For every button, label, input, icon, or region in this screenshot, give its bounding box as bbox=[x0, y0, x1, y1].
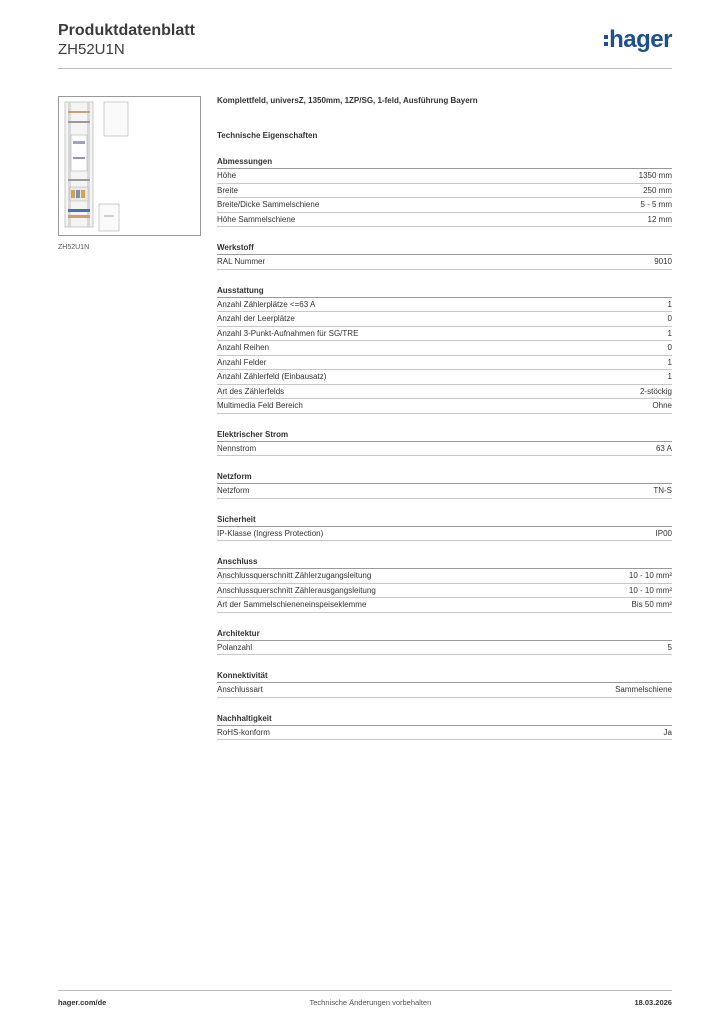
spec-section bbox=[217, 557, 672, 613]
spec-value: Sammelschiene bbox=[615, 685, 672, 694]
spec-value: 12 mm bbox=[647, 214, 672, 224]
section-title: Sicherheit bbox=[217, 515, 672, 527]
spec-row bbox=[217, 726, 672, 741]
spec-label: Anzahl Felder bbox=[217, 357, 267, 367]
spec-value: 1 bbox=[667, 299, 672, 309]
spec-value: Ja bbox=[663, 727, 672, 737]
spec-row bbox=[217, 356, 672, 371]
spec-label: RAL Nummer bbox=[217, 257, 266, 266]
spec-section bbox=[217, 286, 672, 414]
spec-value: 63 A bbox=[655, 443, 672, 453]
spec-value: 5 bbox=[667, 642, 672, 652]
spec-value: IP00 bbox=[655, 528, 672, 538]
spec-section bbox=[217, 430, 672, 457]
spec-label: Polanzahl bbox=[217, 642, 253, 652]
spec-section bbox=[217, 515, 672, 542]
spec-row bbox=[217, 169, 672, 184]
spec-row bbox=[217, 598, 672, 613]
spec-label: Anzahl Zählerfeld (Einbausatz) bbox=[217, 372, 327, 381]
spec-label: Anzahl 3-Punkt-Aufnahmen für SG/TRE bbox=[217, 328, 359, 338]
spec-row bbox=[217, 484, 672, 499]
spec-label: Art des Zählerfelds bbox=[217, 386, 285, 396]
spec-section bbox=[217, 472, 672, 499]
spec-value: 1350 mm bbox=[638, 171, 672, 180]
section-title: Ausstattung bbox=[217, 286, 672, 298]
image-caption: ZH52U1N bbox=[58, 244, 90, 251]
spec-label: Nennstrom bbox=[217, 443, 257, 453]
footer-date: 18.03.2026 bbox=[634, 998, 672, 1007]
header-divider bbox=[58, 68, 672, 69]
spec-value: 9010 bbox=[654, 257, 672, 266]
spec-row bbox=[217, 213, 672, 228]
section-title: Konnektivität bbox=[217, 671, 672, 683]
spec-row bbox=[217, 584, 672, 599]
spec-label: Netzform bbox=[217, 486, 250, 495]
spec-content bbox=[217, 96, 672, 740]
spec-row bbox=[217, 442, 672, 457]
spec-row bbox=[217, 569, 672, 584]
spec-value: 10 - 10 mm² bbox=[628, 571, 672, 580]
section-title: Anschluss bbox=[217, 557, 672, 569]
spec-label: Höhe Sammelschiene bbox=[217, 214, 296, 224]
logo-wordmark: hager bbox=[609, 26, 672, 53]
footer-website: hager.com/de bbox=[58, 998, 107, 1007]
spec-label: RoHS-konform bbox=[217, 727, 270, 737]
spec-row bbox=[217, 683, 672, 698]
page-header bbox=[58, 22, 672, 70]
spec-section bbox=[217, 243, 672, 270]
spec-label: Anzahl Reihen bbox=[217, 343, 270, 352]
document-title: Produktdatenblatt bbox=[58, 22, 195, 39]
logo-dots-icon bbox=[604, 35, 608, 46]
spec-section bbox=[217, 714, 672, 741]
spec-row bbox=[217, 255, 672, 270]
spec-label: Anschlussart bbox=[217, 685, 263, 694]
spec-row bbox=[217, 327, 672, 342]
spec-row bbox=[217, 198, 672, 213]
footer-divider bbox=[58, 990, 672, 991]
spec-label: IP-Klasse (Ingress Protection) bbox=[217, 528, 324, 538]
spec-value: 2-stöckig bbox=[639, 386, 672, 396]
spec-label: Höhe bbox=[217, 171, 237, 180]
section-title: Nachhaltigkeit bbox=[217, 714, 672, 726]
spec-value: 1 bbox=[667, 372, 672, 381]
spec-label: Anzahl Zählerplätze <=63 A bbox=[217, 299, 316, 309]
product-code: ZH52U1N bbox=[58, 41, 125, 58]
spec-value: 0 bbox=[667, 343, 672, 352]
spec-label: Art der Sammelschieneneinspeiseklemme bbox=[217, 600, 367, 609]
meter-panel-illustration bbox=[59, 97, 200, 235]
spec-value: TN-S bbox=[653, 486, 672, 495]
page-footer bbox=[58, 998, 672, 1007]
hager-logo bbox=[604, 28, 672, 52]
section-title: Abmessungen bbox=[217, 157, 672, 169]
spec-row bbox=[217, 341, 672, 356]
spec-row bbox=[217, 370, 672, 385]
footer-note: Technische Änderungen vorbehalten bbox=[309, 998, 432, 1007]
spec-value: 1 bbox=[667, 357, 672, 367]
technical-properties-heading: Technische Eigenschaften bbox=[217, 131, 318, 140]
spec-value: 10 - 10 mm² bbox=[628, 585, 672, 595]
spec-value: 250 mm bbox=[643, 185, 672, 195]
spec-label: Anzahl der Leerplätze bbox=[217, 314, 295, 323]
spec-value: 0 bbox=[667, 314, 672, 323]
spec-section bbox=[217, 157, 672, 227]
spec-row bbox=[217, 298, 672, 313]
product-description: Komplettfeld, universZ, 1350mm, 1ZP/SG, 1-feld, Ausführung Bayern bbox=[217, 96, 478, 105]
spec-label: Anschlussquerschnitt Zählerzugangsleitung bbox=[217, 571, 372, 580]
spec-label: Breite bbox=[217, 185, 238, 195]
section-title: Elektrischer Strom bbox=[217, 430, 672, 442]
spec-row bbox=[217, 641, 672, 656]
spec-row bbox=[217, 385, 672, 400]
spec-value: Ohne bbox=[652, 401, 672, 410]
product-image bbox=[58, 96, 201, 236]
spec-row bbox=[217, 399, 672, 414]
section-title: Werkstoff bbox=[217, 243, 672, 255]
spec-row bbox=[217, 312, 672, 327]
section-title: Netzform bbox=[217, 472, 672, 484]
spec-value: Bis 50 mm² bbox=[631, 600, 672, 609]
spec-sections bbox=[217, 157, 672, 740]
spec-value: 5 - 5 mm bbox=[640, 200, 672, 209]
spec-row bbox=[217, 184, 672, 199]
spec-value: 1 bbox=[667, 328, 672, 338]
spec-section bbox=[217, 671, 672, 698]
spec-label: Multimedia Feld Bereich bbox=[217, 401, 303, 410]
section-title: Architektur bbox=[217, 629, 672, 641]
spec-row bbox=[217, 527, 672, 542]
spec-section bbox=[217, 629, 672, 656]
spec-label: Breite/Dicke Sammelschiene bbox=[217, 200, 320, 209]
spec-label: Anschlussquerschnitt Zählerausgangsleitung bbox=[217, 585, 376, 595]
